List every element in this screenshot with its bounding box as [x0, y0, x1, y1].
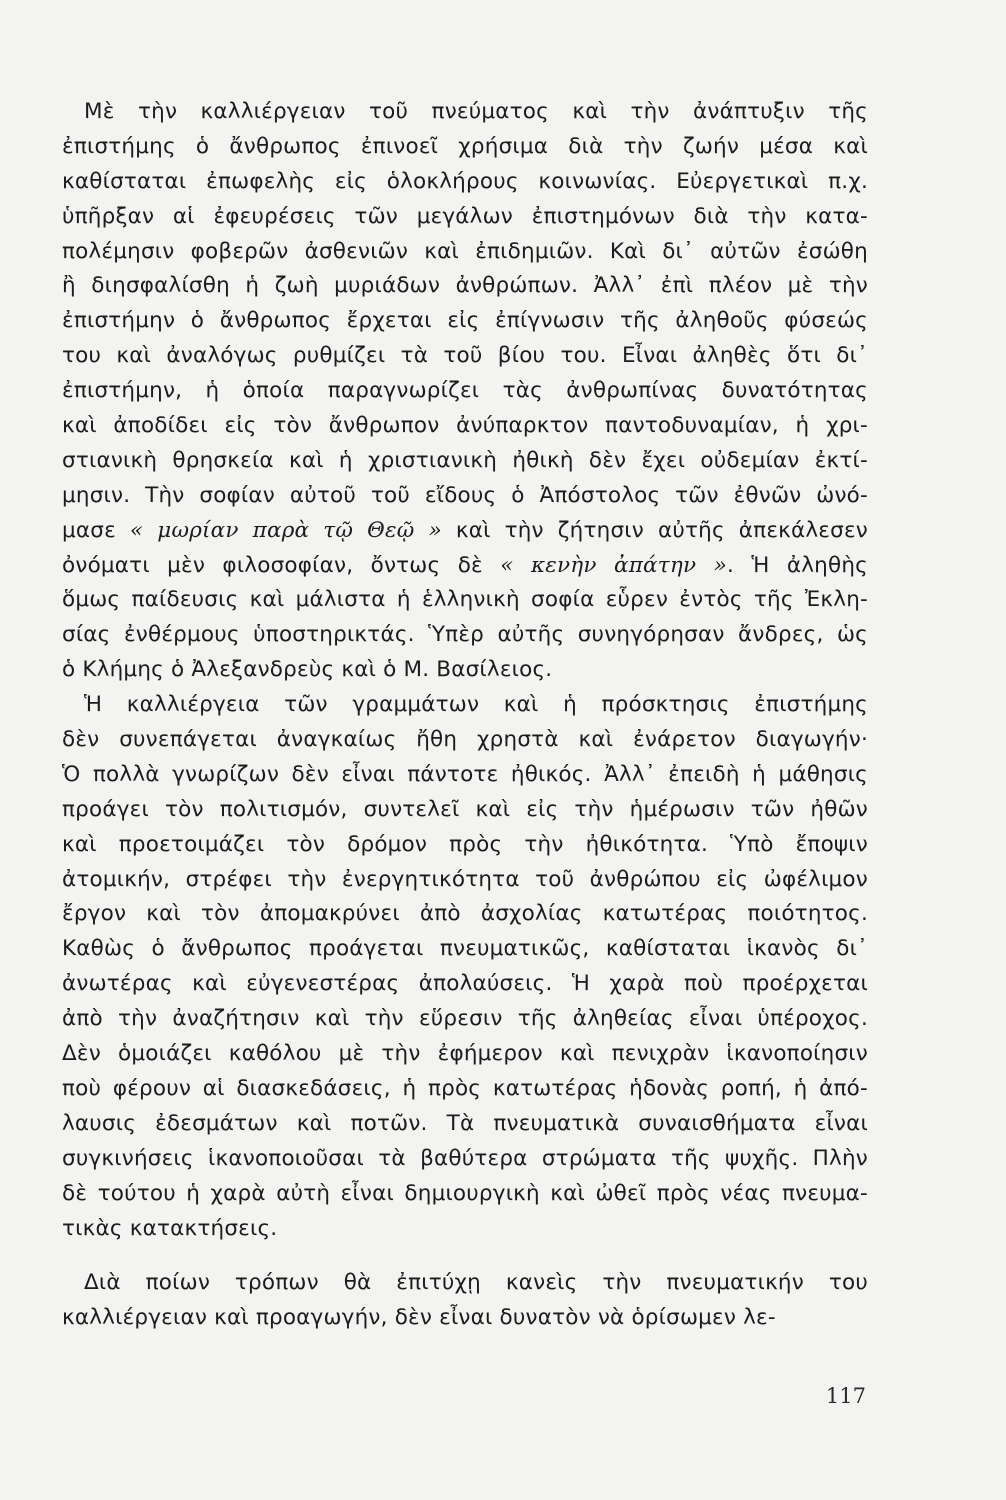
text-line: καὶ ἀποδίδει εἰς τὸν ἄνθρωπον ἀνύπαρκτον παντοδυναμίαν, ἡ χρι- — [62, 413, 868, 439]
text-line: Ἡ καλλιέργεια τῶν γραμμάτων καὶ ἡ πρόσκτησις ἐπιστήμης — [84, 692, 868, 718]
text-line: στιανικὴ θρησκεία καὶ ἡ χριστιανικὴ ἠθικὴ δὲν ἔχει οὐδεμίαν ἐκτί- — [62, 447, 868, 473]
text-line: ὑπῆρξαν αἱ ἐφευρέσεις τῶν μεγάλων ἐπιστημόνων διὰ τὴν κατα- — [62, 203, 868, 229]
emphasized-quote: « κενὴν ἀπάτην » — [500, 552, 727, 578]
text-line: ἀτομικήν, στρέφει τὴν ἐνεργητικότητα τοῦ ἀνθρώπου εἰς ὠφέλιμον — [62, 866, 868, 892]
text-line: πολέμησιν φοβερῶν ἀσθενιῶν καὶ ἐπιδημιῶν. Καὶ δι᾽ αὐτῶν ἐσώθη — [62, 238, 868, 264]
text-line — [62, 549, 868, 584]
body-text — [62, 95, 868, 1336]
emphasized-quote: « μωρίαν παρὰ τῷ Θεῷ » — [129, 517, 442, 543]
text-line: συγκινήσεις ἱκανοποιοῦσαι τὰ βαθύτερα στρώματα τῆς ψυχῆς. Πλὴν — [62, 1145, 868, 1171]
text-segment: μασε — [62, 517, 130, 543]
text-segment: καὶ τὴν ζήτησιν αὐτῆς ἀπεκάλεσεν — [441, 517, 868, 543]
text-line: Μὲ τὴν καλλιέργειαν τοῦ πνεύματος καὶ τὴν ἀνάπτυξιν τῆς — [84, 99, 868, 124]
text-segment: ὀνόματι μὲν φιλοσοφίαν, ὄντως δὲ — [62, 552, 501, 578]
text-line: Καθὼς ὁ ἄνθρωπος προάγεται πνευματικῶς, καθίσταται ἱκανὸς δι᾽ — [62, 936, 868, 962]
text-line: του καὶ ἀναλόγως ρυθμίζει τὰ τοῦ βίου του. Εἶναι ἀληθὲς ὅτι δι᾽ — [62, 343, 868, 369]
text-line: ἐπιστήμην ὁ ἄνθρωπος ἔρχεται εἰς ἐπίγνωσιν τῆς ἀληθοῦς φύσεώς — [62, 308, 868, 334]
text-line: σίας ἐνθέρμους ὑποστηρικτάς. Ὑπὲρ αὐτῆς συνηγόρησαν ἄνδρες, ὡς — [62, 622, 868, 648]
text-line: λαυσις ἐδεσμάτων καὶ ποτῶν. Τὰ πνευματικὰ συναισθήματα εἶναι — [62, 1110, 868, 1136]
text-line: ἀπὸ τὴν ἀναζήτησιν καὶ τὴν εὕρεσιν τῆς ἀληθείας εἶναι ὑπέροχος. — [62, 1006, 868, 1032]
text-line: δὲ τούτου ἡ χαρὰ αὐτὴ εἶναι δημιουργικὴ καὶ ὠθεῖ πρὸς νέας πνευμα- — [62, 1180, 868, 1206]
text-line: ἔργον καὶ τὸν ἀπομακρύνει ἀπὸ ἀσχολίας κατωτέρας ποιότητος. — [62, 901, 868, 927]
text-segment: . Ἡ ἀληθὴς — [726, 552, 868, 578]
text-line — [62, 514, 868, 549]
text-line: καθίσταται ἐπωφελὴς εἰς ὁλοκλήρους κοινωνίας. Εὐεργετικαὶ π.χ. — [62, 168, 868, 194]
text-line: ἢ διησφαλίσθη ἡ ζωὴ μυριάδων ἀνθρώπων. Ἀλλ᾽ ἐπὶ πλέον μὲ τὴν — [62, 273, 868, 299]
text-line: ἐπιστήμης ὁ ἄνθρωπος ἐπινοεῖ χρήσιμα διὰ τὴν ζωήν μέσα καὶ — [62, 133, 868, 159]
text-line: μησιν. Τὴν σοφίαν αὐτοῦ τοῦ εἴδους ὁ Ἀπόστολος τῶν ἐθνῶν ὠνό- — [62, 482, 868, 508]
text-line: Δὲν ὁμοιάζει καθόλου μὲ τὴν ἐφήμερον καὶ πενιχρὰν ἱκανοποίησιν — [62, 1041, 868, 1067]
text-line: ἐπιστήμην, ἡ ὁποία παραγνωρίζει τὰς ἀνθρωπίνας δυνατότητας — [62, 378, 868, 404]
text-line: προάγει τὸν πολιτισμόν, συντελεῖ καὶ εἰς τὴν ἡμέρωσιν τῶν ἠθῶν — [62, 796, 868, 822]
text-line: καὶ προετοιμάζει τὸν δρόμον πρὸς τὴν ἠθικότητα. Ὑπὸ ἔποψιν — [62, 831, 868, 857]
text-line: ἀνωτέρας καὶ εὐγενεστέρας ἀπολαύσεις. Ἡ χαρὰ ποὺ προέρχεται — [62, 971, 868, 997]
text-line: ποὺ φέρουν αἱ διασκεδάσεις, ἡ πρὸς κατωτέρας ἡδονὰς ροπή, ἡ ἀπό- — [62, 1075, 868, 1101]
page-number: 117 — [825, 1384, 866, 1408]
text-line: Διὰ ποίων τρόπων θὰ ἐπιτύχῃ κανεὶς τὴν πνευματικήν του — [84, 1270, 868, 1296]
text-line: τικὰς κατακτήσεις. — [62, 1215, 278, 1241]
text-line: ὁ Κλήμης ὁ Ἀλεξανδρεὺς καὶ ὁ Μ. Βασίλειος. — [62, 657, 553, 683]
text-line: δὲν συνεπάγεται ἀναγκαίως ἤθη χρηστὰ καὶ ἐνάρετον διαγωγήν· — [62, 727, 868, 753]
text-line: ὅμως παίδευσις καὶ μάλιστα ἡ ἑλληνικὴ σοφία εὗρεν ἐντὸς τῆς Ἐκλη- — [62, 587, 868, 613]
text-line: Ὁ πολλὰ γνωρίζων δὲν εἶναι πάντοτε ἠθικός. Ἀλλ᾽ ἐπειδὴ ἡ μάθησις — [62, 761, 868, 787]
text-line: καλλιέργειαν καὶ προαγωγήν, δὲν εἶναι δυνατὸν νὰ ὁρίσωμεν λε- — [62, 1305, 776, 1331]
